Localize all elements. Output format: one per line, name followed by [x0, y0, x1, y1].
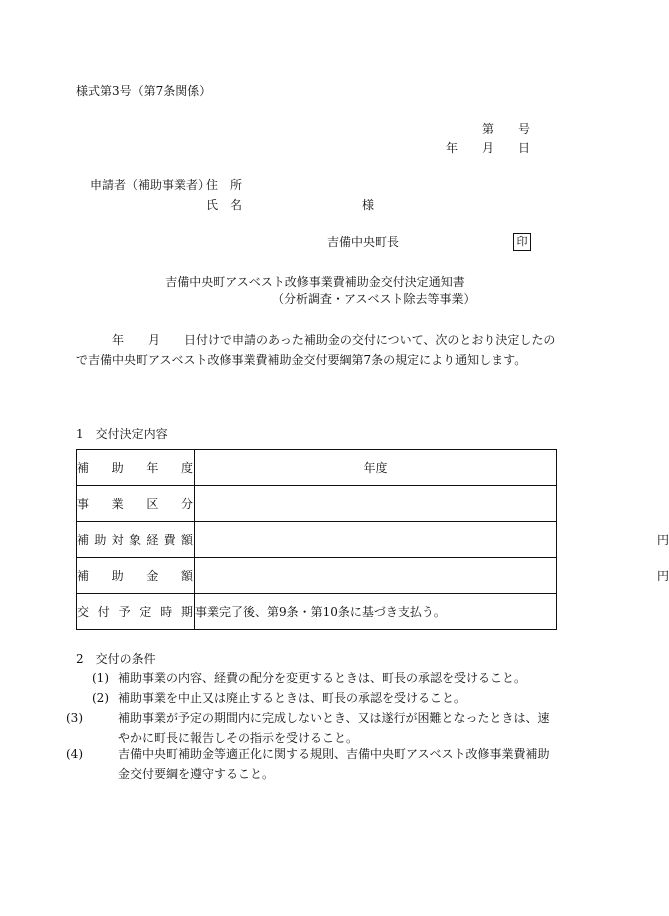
document-date: 年 月 日	[445, 141, 530, 155]
condition-item	[66, 744, 556, 784]
table-row	[77, 594, 557, 630]
condition-number: (3)	[66, 711, 83, 725]
condition-number: (4)	[66, 747, 83, 761]
document-title: 吉備中央町アスベスト改修事業費補助金交付決定通知書	[165, 275, 465, 289]
document-number: 第 号	[481, 122, 530, 136]
table-row	[77, 558, 557, 594]
condition-item	[66, 708, 556, 748]
document-subtitle: （分析調査・アスベスト除去等事業）	[272, 292, 476, 306]
applicant-label: 申請者（補助事業者）	[90, 178, 211, 192]
row-value: 事業完了後、第9条・第10条に基づき支払う。	[195, 594, 557, 630]
table-row	[77, 450, 557, 486]
table-row	[77, 486, 557, 522]
row-label: 補助対象経費額	[77, 522, 195, 558]
row-value	[195, 486, 557, 522]
row-label: 補助金額	[77, 558, 195, 594]
section-1-heading: 1 交付決定内容	[76, 427, 168, 441]
row-value	[195, 522, 669, 558]
row-value	[195, 558, 669, 594]
grant-decision-table	[76, 449, 669, 630]
seal-mark: 印	[513, 233, 531, 251]
condition-item	[92, 688, 556, 708]
body-paragraph: 年 月 日付けで申請のあった補助金の交付について、次のとおり決定したので吉備中央町アスベスト改修事業費補助金交付要綱第7条の規定により通知します。	[76, 333, 556, 367]
issuer-name: 吉備中央町長	[327, 235, 400, 249]
form-number: 様式第3号（第7条関係）	[76, 84, 212, 98]
condition-item	[92, 668, 556, 688]
row-value	[195, 450, 557, 486]
condition-text: 吉備中央町補助金等適正化に関する規則、吉備中央町アスベスト改修事業費補助金交付要綱を遵守すること。	[118, 747, 550, 781]
row-label: 交付予定時期	[77, 594, 195, 630]
section-2-heading: 2 交付の条件	[76, 652, 156, 666]
name-label: 氏 名	[206, 198, 243, 212]
condition-number: (1)	[92, 671, 109, 685]
condition-text: 補助事業が予定の期間内に完成しないとき、又は遂行が困難となったときは、速やかに町長に報告しその指示を受けること。	[118, 711, 550, 745]
condition-text: 補助事業を中止又は廃止するときは、町長の承認を受けること。	[118, 691, 467, 705]
address-label: 住 所	[206, 178, 243, 192]
fiscal-year-value: 年度	[363, 460, 388, 475]
yen-unit: 円	[657, 532, 669, 547]
yen-unit: 円	[657, 568, 669, 583]
row-label: 補助年度	[77, 450, 195, 486]
condition-number: (2)	[92, 691, 109, 705]
table-row	[77, 522, 557, 558]
condition-text: 補助事業の内容、経費の配分を変更するときは、町長の承認を受けること。	[118, 671, 527, 685]
honorific: 様	[362, 198, 375, 212]
row-label: 事業区分	[77, 486, 195, 522]
